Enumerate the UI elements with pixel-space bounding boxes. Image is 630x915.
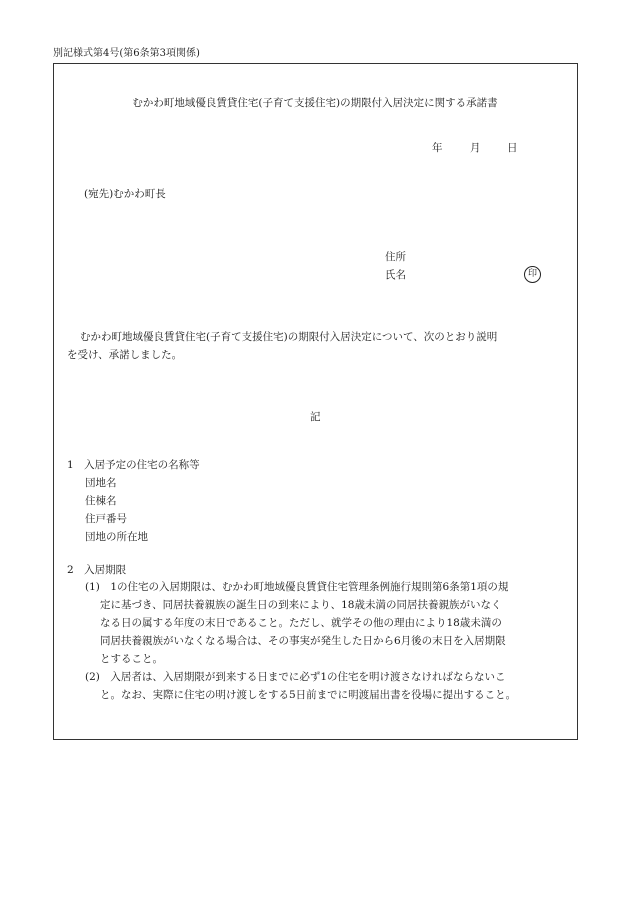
body-line-2: を受け、承諾しました。	[67, 349, 183, 361]
section1-heading: 1 入居予定の住宅の名称等	[67, 459, 200, 471]
section2-item1-line: とすること。	[100, 653, 163, 665]
addressee: (宛先)むかわ町長	[84, 188, 166, 200]
section2-item2-line: (2) 入居者は、入居期限が到来する日までに必ず1の住宅を明け渡さなければならないこ	[85, 671, 506, 683]
section1-item: 住棟名	[85, 495, 117, 507]
date-year-label: 年	[432, 142, 443, 154]
section2-heading: 2 入居期限	[67, 564, 127, 576]
section2-item1-line: なる日の属する年度の末日であること。ただし、就学その他の理由により18歳未満の	[100, 617, 502, 629]
date-day-label: 日	[507, 142, 518, 154]
name-label: 氏名	[385, 269, 406, 281]
form-number-label: 別記様式第4号(第6条第3項関係)	[53, 48, 200, 59]
body-line-1: むかわ町地域優良賃貸住宅(子育て支援住宅)の期限付入居決定について、次のとおり説明	[80, 331, 498, 343]
section2-item1-line: 同居扶養親族がいなくなる場合は、その事実が発生した日から6月後の末日を入居期限	[100, 635, 506, 647]
section1-item: 団地名	[85, 477, 117, 489]
seal-mark: 印	[524, 266, 541, 283]
date-month-label: 月	[470, 142, 481, 154]
section2-item1-line: (1) 1の住宅の入居期限は、むかわ町地域優良賃貸住宅管理条例施行規則第6条第1項の規	[85, 581, 509, 593]
section1-item: 団地の所在地	[85, 531, 148, 543]
ki-heading: 記	[310, 411, 321, 423]
section2-item1-line: 定に基づき、同居扶養親族の誕生日の到来により、18歳未満の同居扶養親族がいなく	[100, 599, 502, 611]
section2-item2-line: と。なお、実際に住宅の明け渡しをする5日前までに明渡届出書を役場に提出すること。	[100, 689, 517, 701]
document-title: むかわ町地域優良賃貸住宅(子育て支援住宅)の期限付入居決定に関する承諾書	[132, 97, 498, 109]
section1-item: 住戸番号	[85, 513, 127, 525]
address-label: 住所	[385, 251, 406, 263]
